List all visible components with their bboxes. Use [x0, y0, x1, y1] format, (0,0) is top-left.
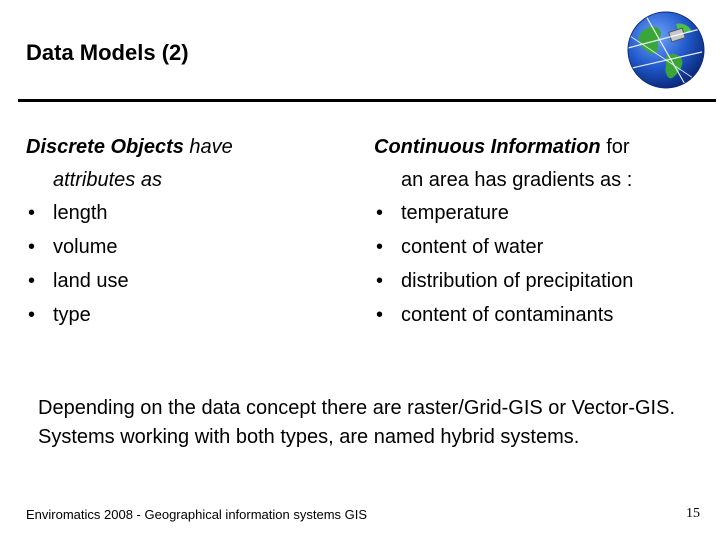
discrete-attributes-list: [26, 196, 326, 332]
continuous-information-intro-text: for: [600, 136, 630, 158]
discrete-objects-intro-line2: attributes as: [53, 169, 162, 191]
list-item: • content of water: [374, 230, 714, 264]
title-divider: [18, 99, 716, 102]
list-item: • content of contaminants: [374, 298, 714, 332]
continuous-information-intro: [374, 130, 714, 196]
footer-text: Enviromatics 2008 - Geographical information systems GIS: [26, 507, 368, 522]
globe-network-icon: [626, 8, 706, 90]
summary-paragraph: Depending on the data concept there are raster/Grid-GIS or Vector-GIS. Systems working with both types, are named hybrid systems.: [38, 397, 676, 448]
list-item: • length: [26, 196, 326, 230]
continuous-information-column: [374, 130, 714, 332]
list-item: • land use: [26, 264, 326, 298]
continuous-information-intro-line2: an area has gradients as :: [401, 169, 633, 191]
list-item: • temperature: [374, 196, 714, 230]
discrete-objects-term: Discrete Objects: [26, 136, 184, 158]
list-item: • type: [26, 298, 326, 332]
slide-title: Data Models (2): [26, 40, 189, 65]
discrete-objects-intro-text: have: [183, 136, 233, 158]
list-item: • volume: [26, 230, 326, 264]
discrete-objects-column: [26, 130, 326, 332]
list-item: • distribution of precipitation: [374, 264, 714, 298]
discrete-objects-intro: [26, 130, 326, 196]
continuous-information-term: Continuous Information: [374, 136, 601, 158]
page-number: 15: [686, 506, 700, 521]
continuous-gradients-list: [374, 196, 714, 332]
